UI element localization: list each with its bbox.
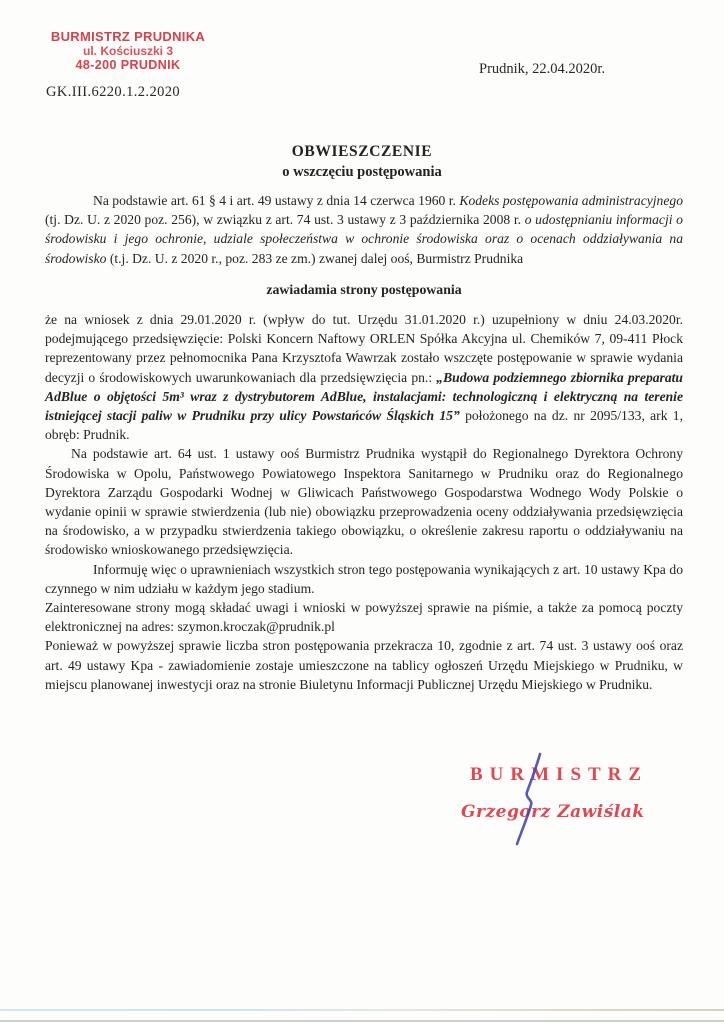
legal-basis-act-title: Kodeks postępowania administracyjnego <box>459 193 683 208</box>
application-text: że na wniosek z dnia 29.01.2020 r. (wpływ do tut. Urzędu 31.01.2020 r.) uzupełniony w dniu 24.03.2020r. podejmującego przedsięwzięcie: Polski Koncern Naftowy ORLEN Spółka Akcyjna ul. Chemików 7, 09-411 Płock reprezentowany przez pełnomocnika Pana Krzysztofa Wawrzak zostało wszczęte postępowanie w sprawie wydania decyzji o środowiskowych uwarunkowaniach dla przedsięwzięcia pn.: <box>45 312 683 385</box>
project-name: „Budowa podziemnego zbiornika preparatu AdBlue o objętości 5m³ wraz z dystrybutorem AdBlue, instalacjami: technologiczną i elektryczną na terenie istniejącej stacji paliw w Prudniku przy ulicy Powstańców Śląskich 15” <box>45 369 683 424</box>
sender-stamp-city: 48-200 PRUDNIK <box>75 58 181 72</box>
title-block <box>0 143 724 181</box>
pen-signature-stroke <box>500 750 570 848</box>
legal-basis-text-2: (tj. Dz. U. z 2020 poz. 256), w związku z art. 74 ust. 3 ustawy z 3 października 2008 r. <box>45 212 525 228</box>
paragraph-remarks: Zainteresowane strony mogą składać uwagi i wnioski w powyższej sprawie na piśmie, a także za pomocą poczty elektronicznej na adres: szymon.kroczak@prudnik.pl <box>45 600 683 635</box>
paragraph-rights: Informuję więc o uprawnieniach wszystkich stron tego postępowania wynikających z art. 10 ustawy Kpa do czynnego w nim udziału w każdym jego stadium. <box>45 561 683 596</box>
sender-stamp-street: ul. Kościuszki 3 <box>82 44 174 58</box>
paragraph-application <box>45 310 683 444</box>
reference-number: GK.III.6220.1.2.2020 <box>46 84 181 100</box>
paragraph-opinions: Na podstawie art. 64 ust. 1 ustawy ooś Burmistrz Prudnika wystąpił do Regionalnego Dyrektora Ochrony Środowiska w Opolu, Państwowego Powiatowego Inspektora Sanitarnego w Prudniku oraz do Regionalnego Dyrektora Zarządu Gospodarki Wodnej w Gliwicach Państwowego Gospodarstwa Wodnego Wody Polskie o wydanie opinii w sprawie stwierdzenia (lub nie) obowiązku przeprowadzenia oceny oddziaływania przedsięwzięcia na środowisko, a w przypadku stwierdzenia takiego obowiązku, o określenie zakresu raportu o oddziaływaniu na środowisko wnioskowanego przedsięwzięcia. <box>45 446 683 558</box>
legal-basis-act-title-2: o udostępnianiu informacji o środowisku i jego ochronie, udziale społeczeństwa w ochronie środowiska oraz o ocenach oddziaływania na środowisko <box>45 212 683 266</box>
sender-stamp-authority: BURMISTRZ PRUDNIKA <box>50 29 206 44</box>
place-and-date: Prudnik, 22.04.2020r. <box>479 61 606 77</box>
legal-basis-text: Na podstawie art. 61 § 4 i art. 49 ustawy z dnia 14 czerwca 1960 r. <box>93 193 460 208</box>
scan-edge-artifact-top <box>0 1009 724 1011</box>
paragraph-legal-basis <box>45 191 683 268</box>
document-subtitle: o wszczęciu postępowania <box>282 164 442 180</box>
document-title: OBWIESZCZENIE <box>291 143 433 160</box>
legal-basis-text-3: (t.j. Dz. U. z 2020 r., poz. 283 ze zm.) zwanej dalej ooś, Burmistrz Prudnika <box>106 250 524 266</box>
document-body <box>45 191 683 694</box>
sender-stamp <box>38 30 218 72</box>
section-heading: zawiadamia strony postępowania <box>266 281 462 297</box>
mayor-name-stamp: Grzegorz Zawiślak <box>461 802 645 822</box>
scan-edge-artifact-bottom <box>0 1020 724 1022</box>
application-location: położonego na dz. nr 2095/133, ark 1, obręb: Prudnik. <box>45 408 683 443</box>
mayor-title-stamp: BURMISTRZ <box>470 764 649 785</box>
paragraph-publication: Ponieważ w powyższej sprawie liczba stron postępowania przekracza 10, zgodnie z art. 74 ust. 3 ustawy ooś oraz art. 49 ustawy Kpa - zawiadomienie zostaje umieszczone na tablicy ogłoszeń Urzędu Miejskiego w Prudniku, w miejscu planowanej inwestycji oraz na stronie Biuletynu Informacji Publicznej Urzędu Miejskiego w Prudniku. <box>45 638 683 692</box>
